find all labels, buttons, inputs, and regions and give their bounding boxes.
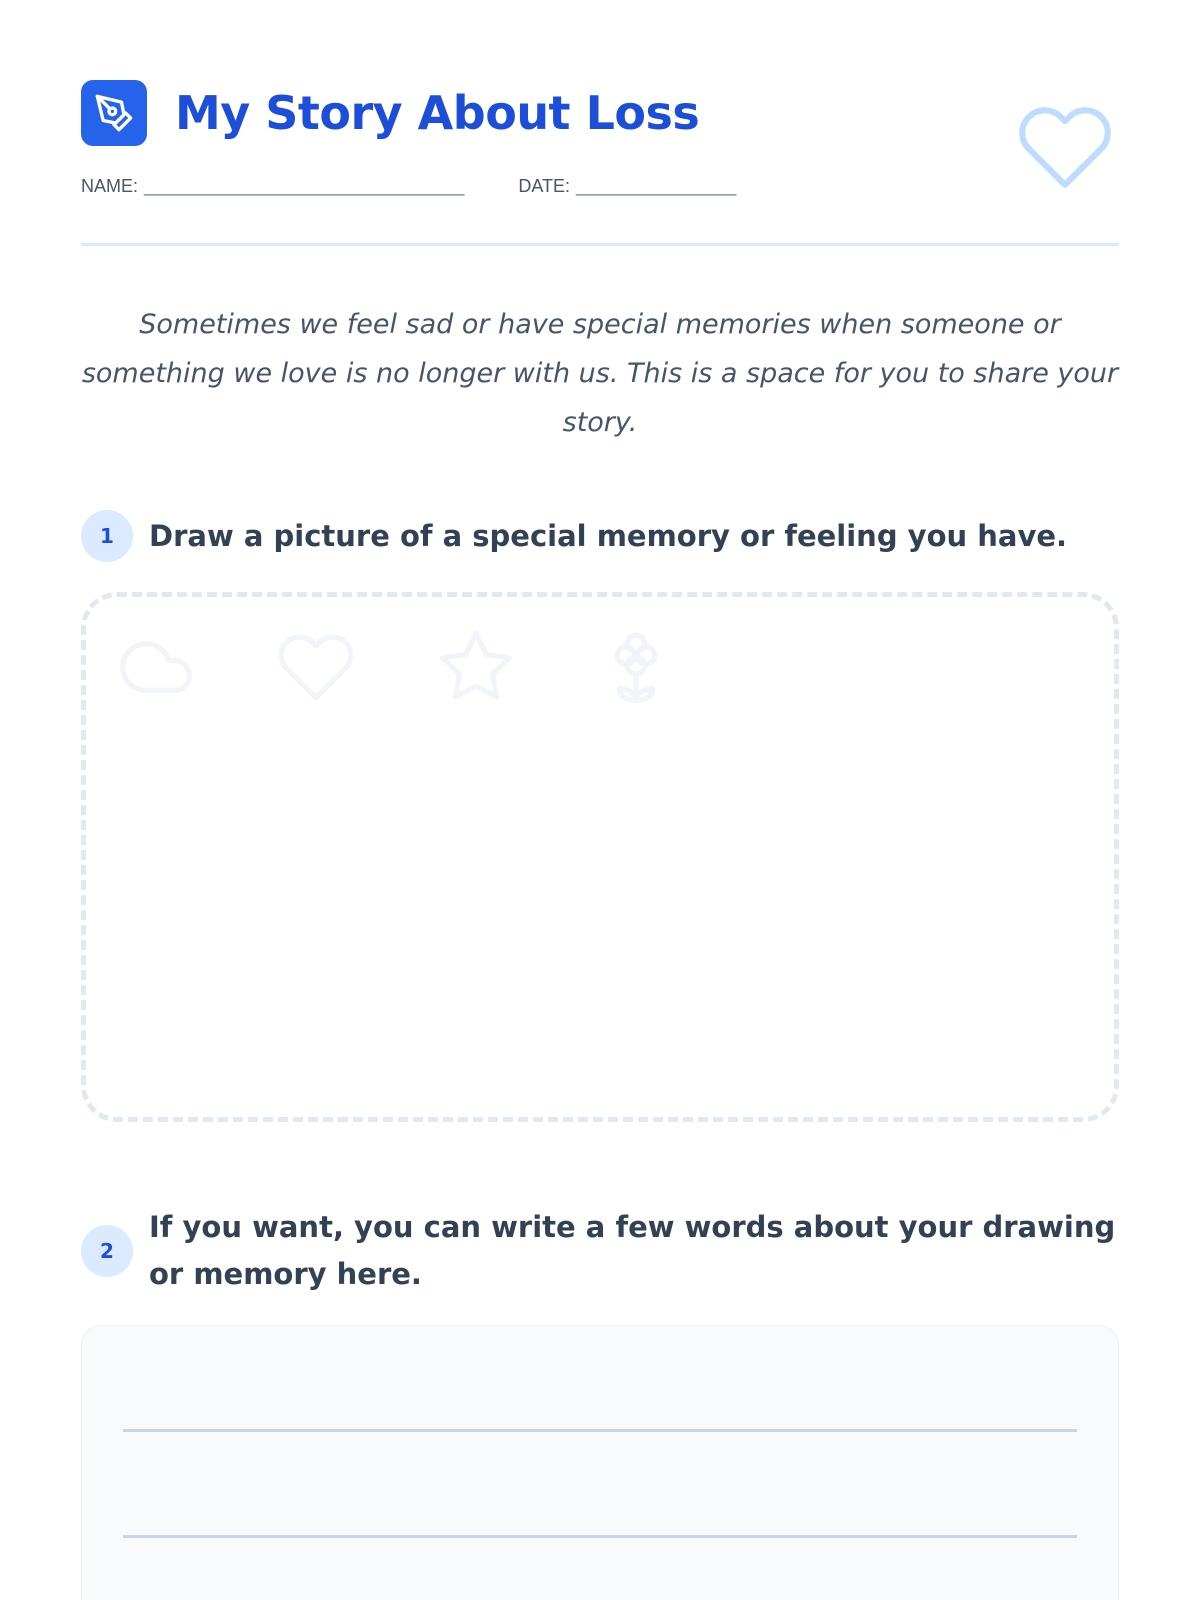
date-label: DATE: [518, 176, 571, 196]
name-date-row [81, 176, 736, 197]
name-line: ________________________________ [144, 176, 465, 196]
heart-icon [276, 627, 356, 707]
heart-outline-icon [1015, 98, 1115, 188]
pen-tool-icon [81, 80, 147, 146]
page-title: My Story About Loss [175, 86, 700, 140]
question-number-badge: 1 [81, 510, 133, 562]
question-2 [81, 1204, 1119, 1298]
intro-text: Sometimes we feel sad or have special memories when someone or something we love is no longer with us. This is a space for you to share your story. [81, 309, 1119, 438]
writing-area[interactable] [81, 1325, 1119, 1600]
question-text: If you want, you can write a few words about your drawing or memory here. [149, 1210, 1116, 1291]
title-row [81, 80, 1119, 146]
flower-icon [596, 627, 676, 707]
name-field[interactable] [81, 176, 464, 197]
doodle-row [116, 627, 756, 707]
date-line: ________________ [576, 176, 737, 196]
question-text: Draw a picture of a special memory or feeling you have. [149, 518, 1068, 553]
drawing-area[interactable] [81, 592, 1119, 1122]
writing-line [123, 1535, 1077, 1538]
writing-line [123, 1429, 1077, 1432]
date-field[interactable] [518, 176, 736, 197]
question-1 [81, 510, 1119, 562]
name-label: NAME: [81, 176, 139, 196]
star-icon [436, 627, 516, 707]
cloud-icon [116, 627, 196, 707]
worksheet-header [81, 80, 1119, 246]
question-number-badge: 2 [81, 1225, 133, 1277]
